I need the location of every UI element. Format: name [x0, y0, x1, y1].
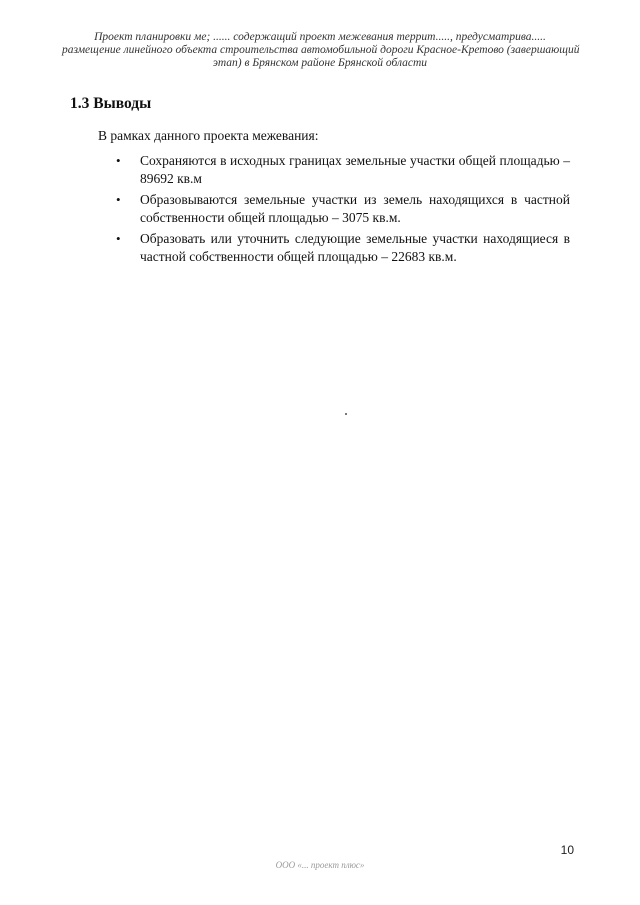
list-item-line-2: собственности общей площадью – 3075 кв.м.	[140, 210, 401, 225]
running-footer: ООО «... проект плюс»	[275, 860, 365, 870]
list-item	[116, 152, 570, 188]
list-item-line-1: Образовываются земельные участки из земель находящихся в частной	[140, 192, 570, 207]
list-item-text	[140, 191, 570, 227]
page-number: 10	[560, 843, 574, 857]
conclusions-list	[116, 152, 570, 269]
list-item-line-2: 89692 кв.м	[140, 171, 202, 186]
header-line-3: этап) в Брянском районе Брянской области	[212, 57, 428, 69]
bullet-icon: •	[116, 231, 121, 246]
header-line-2: размещение линейного объекта строительства автомобильной дороги Красное-Кретово (завершающий	[62, 44, 580, 56]
list-item	[116, 191, 570, 227]
bullet-icon: •	[116, 153, 121, 168]
list-item	[116, 230, 570, 266]
list-item-line-1: Сохраняются в исходных границах земельные участки общей площадью –	[140, 153, 570, 168]
scan-speck	[345, 413, 347, 415]
list-item-line-1: Образовать или уточнить следующие земельные участки находящиеся в	[140, 231, 570, 246]
header-line-1: Проект планировки ме; ...... содержащий проект межевания террит....., предусматрива.....	[94, 31, 546, 43]
section-intro: В рамках данного проекта межевания:	[98, 128, 319, 143]
bullet-icon: •	[116, 192, 121, 207]
list-item-line-2: частной собственности общей площадью – 22683 кв.м.	[140, 249, 457, 264]
list-item-text	[140, 230, 570, 266]
list-item-text	[140, 152, 570, 188]
running-header	[62, 31, 578, 70]
section-heading: 1.3 Выводы	[70, 95, 152, 112]
